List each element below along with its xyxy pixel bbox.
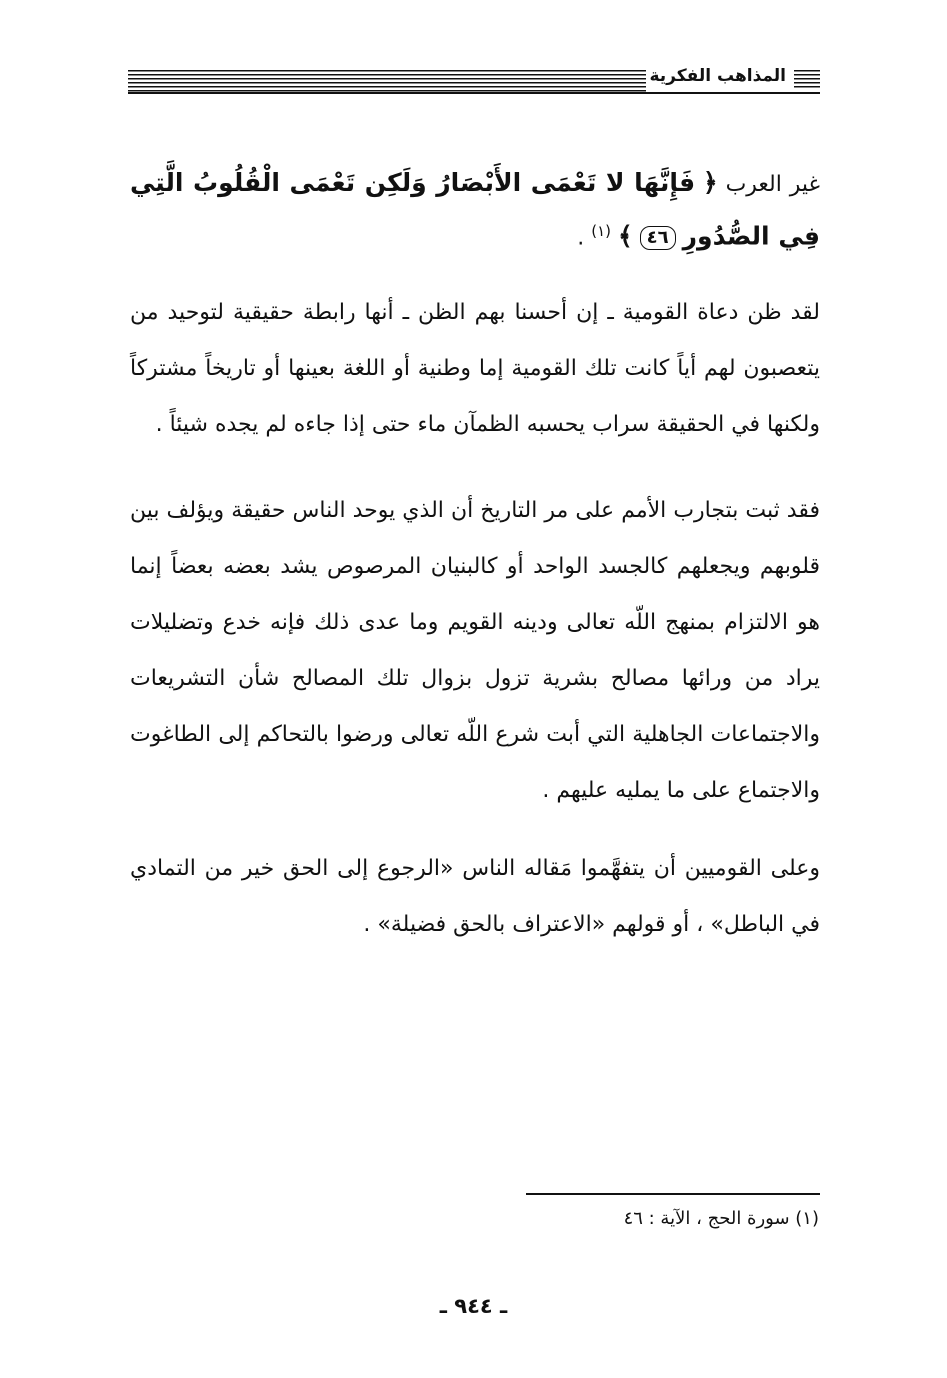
footnote-reference: (١) (591, 222, 612, 240)
paragraph-1-end: . (577, 225, 585, 251)
footnote: (١) سورة الحج ، الآية : ٤٦ (623, 1208, 819, 1229)
paragraph-2: لقد ظن دعاة القومية ـ إن أحسنا بهم الظن ـ أنها رابطة حقيقية لتوحيد من يتعصبون لهم أياً كانت تلك القومية إما وطنية أو اللغة بعينها أو تاريخاً مشتركاً ولكنها في الحقيقة سراب يحسبه الظمآن ماء حتى إذا جاءه لم يجده شيئاً . (130, 300, 820, 438)
paragraph-4: وعلى القوميين أن يتفهَّموا مَقاله الناس «الرجوع إلى الحق خير من التمادي في الباطل» ، أو قولهم «الاعتراف بالحق فضيلة» . (130, 856, 820, 938)
quran-verse: فَإِنَّهَا لا تَعْمَى الأَبْصَارُ وَلَكِن تَعْمَى الْقُلُوبُ الَّتِي فِي الصُّدُورِ (130, 168, 820, 251)
header-underline (128, 92, 820, 94)
verse-close-bracket: ﴾ (618, 221, 633, 251)
verse-open-bracket: ﴿ (703, 168, 718, 197)
page-number: ـ ٩٤٤ ـ (439, 1294, 508, 1318)
main-text (130, 160, 820, 953)
header-title: المذاهب الفكرية (649, 66, 786, 86)
ayah-number-badge: ٤٦ (640, 226, 676, 250)
running-header (128, 62, 820, 94)
paragraph-3: فقد ثبت بتجارب الأمم على مر التاريخ أن الذي يوحد الناس حقيقة ويؤلف بين قلوبهم ويجعلهم كالجسد الواحد أو كالبنيان المرصوص يشد بعضه بعضاً إنما هو الالتزام بمنهج اللّه تعالى ودينه القويم وما عدى ذلك فإنه خدع وتضليلات يراد من ورائها مصالح بشرية تزول بزوال تلك المصالح شأن التشريعات والاجتماعات الجاهلية التي أبت شرع اللّه تعالى ورضوا بالتحاكم إلى الطاغوت والاجتماع على ما يمليه عليهم . (130, 498, 820, 804)
header-rule-lines (128, 70, 646, 92)
paragraph-1-lead: غير العرب (725, 172, 820, 197)
footnote-separator (526, 1193, 820, 1195)
paragraph-1 (130, 160, 820, 261)
header-ornament-icon (794, 70, 820, 90)
